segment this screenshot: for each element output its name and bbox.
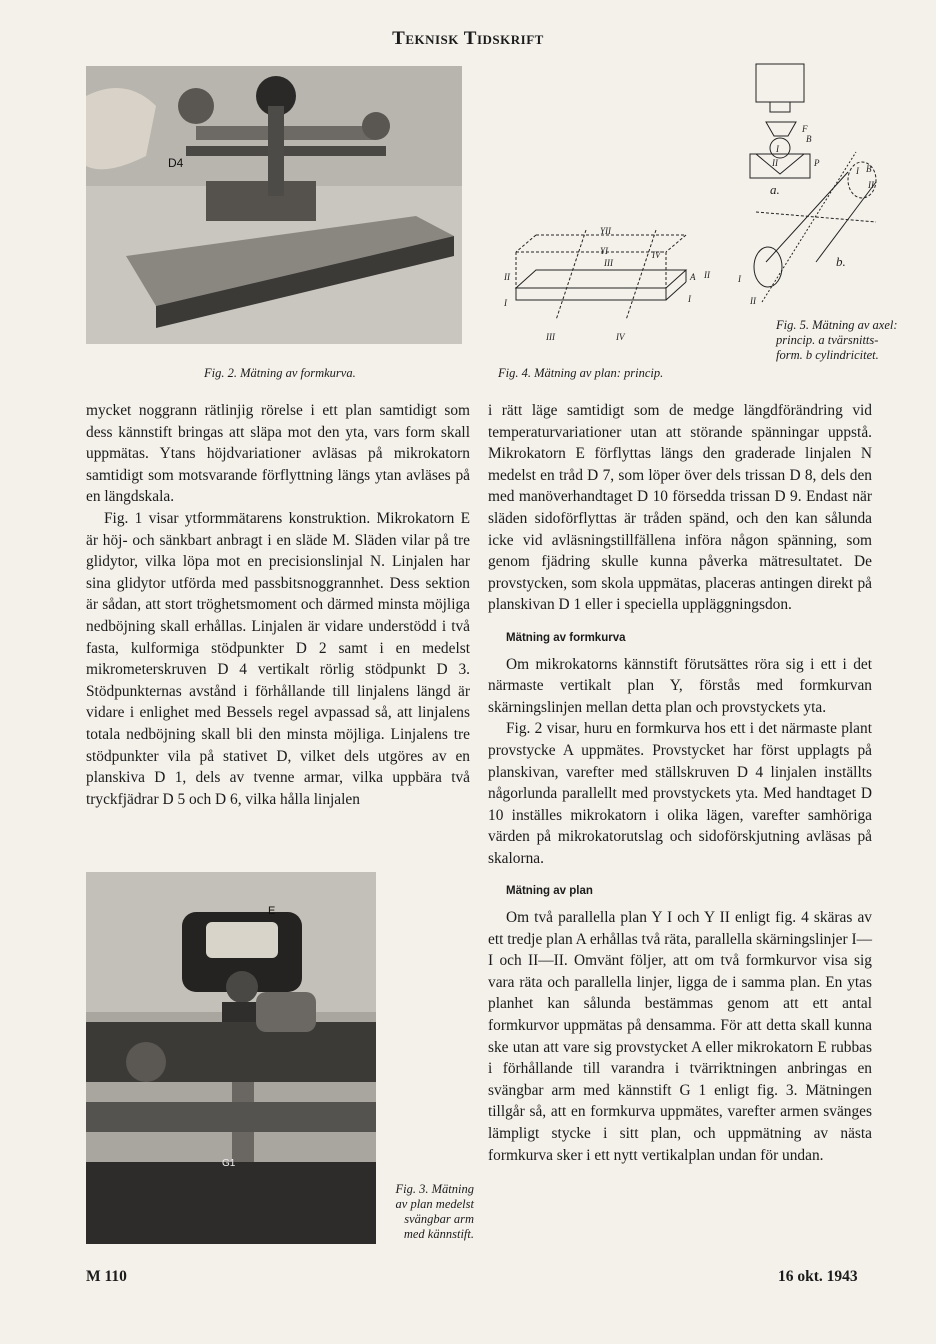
left-column [86, 400, 470, 810]
figure-2-photo [86, 66, 462, 344]
fig4-label-9: I [688, 294, 691, 304]
fig5-label-f: F [802, 124, 808, 134]
fig4-label-4: IV [652, 250, 661, 260]
fig4-label-8: II [704, 270, 710, 280]
left-paragraph-1: mycket noggrann rätlinjig rörelse i ett plan samtidigt som dess kännstift bringas att släpa mot den yta, vars form skall uppmätas. Ytans höjdvariationer avläsas på mikrokatorn samtidigt som motsvarande förflyttning längs ytan avläses på en längdskala. [86, 402, 470, 506]
fig4-label-6: I [504, 298, 507, 308]
fig5-label-i2: I [856, 166, 859, 176]
figure-2-caption: Fig. 2. Mätning av formkurva. [204, 366, 356, 380]
fig5-label-ii3: II [750, 296, 756, 306]
fig2-label-d4: D4 [168, 156, 184, 170]
fig5-label-b2: B [866, 164, 872, 174]
fig4-label-7: A [690, 272, 696, 282]
left-paragraph-2: Fig. 1 visar ytformmätarens konstruktion. Mikrokatorn E är höj- och sänkbart anbragt i en släde M. Släden vilar på tre glidytor, vilka löpa mot en precisionslinjal N. Linjalen har sina glidytor utförda med passbitsnoggrannhet. Dess sektion är sådan, att stort tröghetsmoment och därmed minsta möjliga nedböjning skall erhållas. Linjalen är vidare understödd i två fasta, kulformiga stödpunkter D 2 samt i en medelst mikrometerskruven D 4 vertikalt rörlig stödpunkt D 3. Stödpunkternas avstånd i förhållande till linjalens längd är vidare i enlighet med Bessels regel avpassad så, att linjalens totala nedböjning skall bli den minsta möjliga. Linjalens tre stödpunkter vila på stativet D, vilket dels utgöres av en planskiva D 1, dels av tvenne armar, vilka uppbära två tryckfjädrar D 5 och D 6, vilka hålla linjalen [86, 509, 470, 808]
fig5-label-i3: I [738, 274, 741, 284]
fig3-label-g1: G1 [222, 1158, 236, 1169]
fig5-label-b-cyl: b. [836, 254, 846, 269]
section-heading-plan: Mätning av plan [506, 885, 593, 898]
figure-3-caption: Fig. 3. Mätning av plan medelst svängbar arm med kännstift. [395, 1182, 474, 1241]
page-number: M 110 [86, 1268, 127, 1285]
fig4-label-2: YI [600, 246, 609, 256]
fig5-label-i: I [776, 144, 779, 154]
fig5-label-a: a. [770, 182, 780, 197]
right-paragraph-1: i rätt läge samtidigt som de medge längdförändring vid temperaturvariationer utan att störande spänningar uppstå. Mikrokatorn E förflyttas längs den graderade linjalen N medelst en tråd D 7, som löper över dels trissan D 8, dels den med manöverhandtaget D 10 försedda trissan D 9. Endast när släden sidoförflyttas är tråden spänd, och den kan sålunda icke vid avläsningstillfällena införa någon spänning, som genom fjädring skulle kunna påverka mätresultatet. De provstycken, som skola uppmätas, placeras antingen direkt på planskivan D 1 eller i speciella uppläggningsdon. [488, 402, 872, 614]
fig4-label-5: II [504, 272, 510, 282]
right-paragraph-3: Fig. 2 visar, huru en formkurva hos ett i det närmaste plant provstycke A uppmätes. Provstycket har först upplagts på planskivan, varefter med ställskruven D 4 linjalen inställts någorlunda parallellt med provstyckets yta. Med handtaget D 10 inställes mikrokatorn i olika lägen, varefter samhöriga värden på mikrokatorutslag och sidoförskjutning avläsas på skalorna. [488, 720, 872, 867]
fig5-label-ii: II [772, 158, 778, 168]
fig4-label-11: IV [616, 332, 625, 342]
figure-5-caption: Fig. 5. Mätning av axel: princip. a tvärsnitts-form. b cylindricitet. [776, 318, 898, 362]
figure-4-diagram [476, 210, 726, 350]
fig4-label-10: III [546, 332, 555, 342]
section-heading-formkurva: Mätning av formkurva [506, 631, 626, 644]
fig4-label-1: YII [600, 226, 611, 236]
figure-5-diagram [736, 62, 886, 322]
journal-masthead: Teknisk Tidskrift [392, 28, 544, 49]
issue-date: 16 okt. 1943 [778, 1268, 858, 1285]
right-paragraph-4: Om två parallella plan Y I och Y II enligt fig. 4 skäras av ett tredje plan A erhållas två räta, parallella skärningslinjer I—I och II—II. Omvänt följer, att om två formkurvor visa sig vara räta och parallella linjer, ligga de i samma plan. En ytas planhet kan sålunda bestämmas genom att ett antal formkurvor uppmätas på densamma. För att detta skall kunna ske utan att vare sig provstycket A eller mikrokatorn E rubbas i förhållande till varandra i tvärriktningen anbringas en svängbar arm med kännstift G 1 enligt fig. 3. Mätningen tillgår så, att en formkurva uppmätes, varefter armen svänges lämpligt stycke i sitt plan, och uppmätning av nästa formkurva sker i ett nytt vertikalplan undan för undan. [488, 909, 872, 1164]
figure-4-caption: Fig. 4. Mätning av plan: princip. [498, 366, 664, 380]
fig4-label-3: III [604, 258, 613, 268]
fig3-label-e: E [268, 905, 276, 917]
fig5-label-p: P [814, 158, 820, 168]
fig5-label-b: B [806, 134, 812, 144]
figure-3-photo [86, 872, 376, 1244]
fig5-label-ii2: II [868, 180, 874, 190]
right-paragraph-2: Om mikrokatorns kännstift förutsättes röra sig i ett i det närmaste vertikalt plan Y, förstås med formkurvan skärningslinjen mellan detta plan och provstyckets yta. [488, 655, 872, 716]
right-column [488, 400, 872, 1166]
